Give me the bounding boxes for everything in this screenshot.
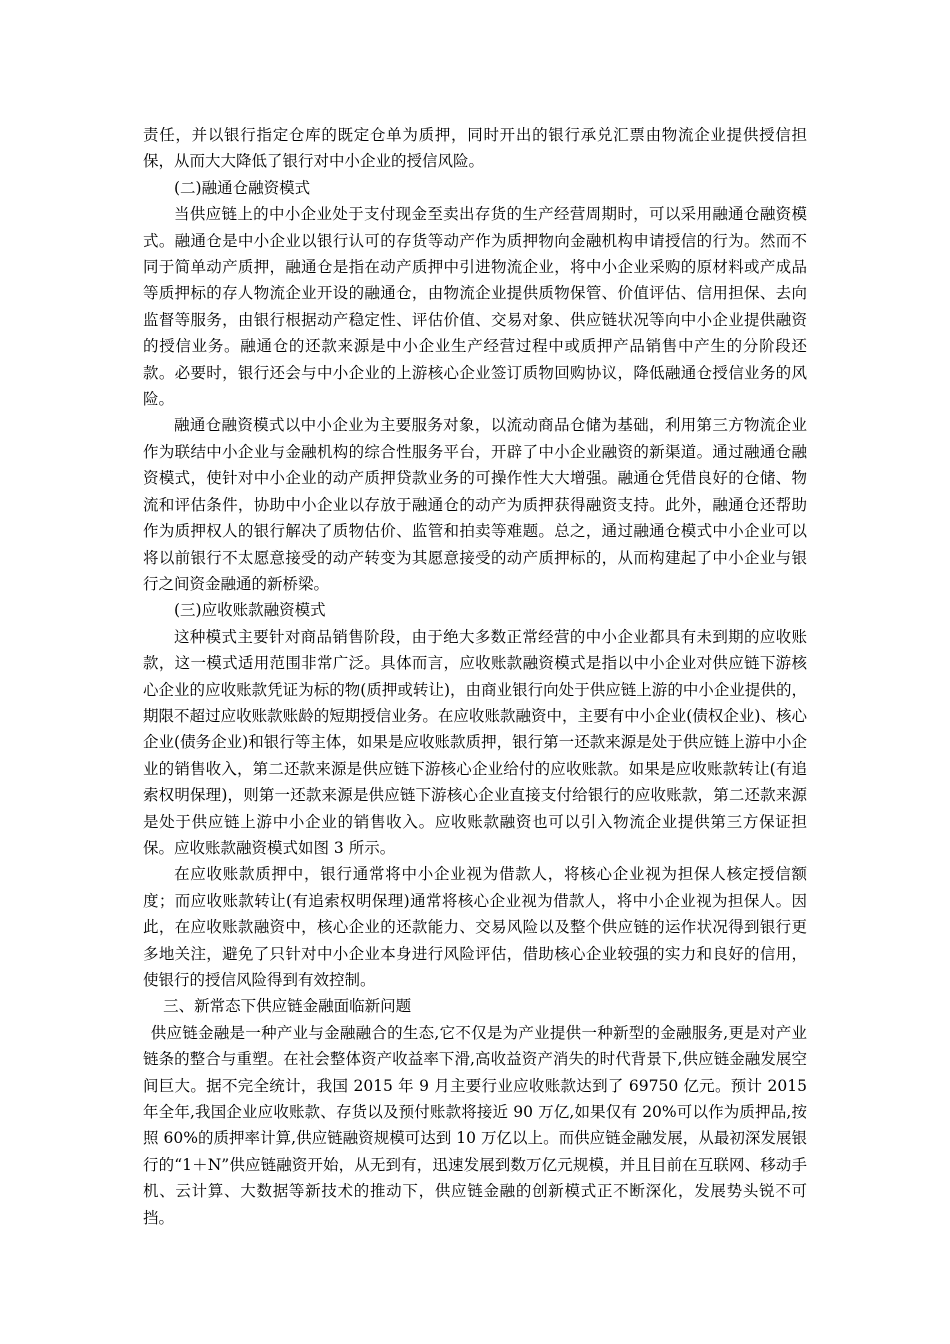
paragraph-warehouse-benefits: 融通仓融资模式以中小企业为主要服务对象，以流动商品仓储为基础，利用第三方物流企业作为联结中小企业与金融机构的综合性服务平台，开辟了中小企业融资的新渠道。通过融通仓融资模式，使针对中小企业的动产质押贷款业务的可操作性大大增强。融通仓凭借良好的仓储、物流和评估条件，协助中小企业以存放于融通仓的动产为质押获得融资支持。此外，融通仓还帮助作为质押权人的银行解决了质物估价、监管和拍卖等难题。总之，通过融通仓模式中小企业可以将以前银行不太愿意接受的动产转变为其愿意接受的动产质押标的，从而构建起了中小企业与银行之间资金融通的新桥梁。 [143,416,807,593]
paragraph-receivables-pledge: 在应收账款质押中，银行通常将中小企业视为借款人，将核心企业视为担保人核定授信额度；而应收账款转让(有追索权明保理)通常将核心企业视为借款人，将中小企业视为担保人。因此，在应收账款融资中，核心企业的还款能力、交易风险以及整个供应链的运作状况得到银行更多地关注，避免了只针对中小企业本身进行风险评估，借助核心企业较强的实力和良好的信用，使银行的授信风险得到有效控制。 [143,865,807,989]
document-body [143,122,807,1231]
paragraph-continuation: 责任，并以银行指定仓库的既定仓单为质押，同时开出的银行承兑汇票由物流企业提供授信担保，从而大大降低了银行对中小企业的授信风险。 [143,126,807,171]
paragraph-supply-chain-finance: 供应链金融是一种产业与金融融合的生态,它不仅是为产业提供一种新型的金融服务,更是对产业链条的整合与重塑。在社会整体资产收益率下滑,高收益资产消失的时代背景下,供应链金融发展空间巨大。据不完全统计，我国 2015 年 9 月主要行业应收账款达到了 69750 亿元。预计 2015 年全年,我国企业应收账款、存货以及预付账款将接近 90 万亿,如果仅有 20%可以作为质押品,按照 60%的质押率计算,供应链融资规模可达到 10 万亿以上。而供应链金融发展，从最初深发展银行的“1＋N”供应链融资开始，从无到有，迅速发展到数万亿元规模，并且目前在互联网、移动手机、云计算、大数据等新技术的推动下，供应链金融的创新模式正不断深化，发展势头锐不可挡。 [143,1023,807,1227]
paragraph-receivables-definition: 这种模式主要针对商品销售阶段，由于绝大多数正常经营的中小企业都具有未到期的应收账款，这一模式适用范围非常广泛。具体而言，应收账款融资模式是指以中小企业对供应链下游核心企业的应收账款凭证为标的物(质押或转让)，由商业银行向处于供应链上游的中小企业提供的，期限不超过应收账款账龄的短期授信业务。在应收账款融资中，主要有中小企业(债权企业)、核心企业(债务企业)和银行等主体，如果是应收账款质押，银行第一还款来源是处于供应链上游中小企业的销售收入，第二还款来源是供应链下游核心企业给付的应收账款。如果是应收账款转让(有追索权明保理)，则第一还款来源是供应链下游核心企业直接支付给银行的应收账款，第二还款来源是处于供应链上游中小企业的销售收入。应收账款融资也可以引入物流企业提供第三方保证担保。应收账款融资模式如图 3 所示。 [143,627,807,857]
section-heading-warehouse-financing: (二)融通仓融资模式 [174,178,311,197]
section-heading-receivables-financing: (三)应收账款融资模式 [174,601,326,620]
section-heading-new-problems: 三、新常态下供应链金融面临新问题 [163,997,412,1016]
paragraph-warehouse-definition: 当供应链上的中小企业处于支付现金至卖出存货的生产经营周期时，可以采用融通仓融资模式。融通仓是中小企业以银行认可的存货等动产作为质押物向金融机构申请授信的行为。然而不同于简单动产质押，融通仓是指在动产质押中引进物流企业，将中小企业采购的原材料或产成品等质押标的存人物流企业开设的融通仓，由物流企业提供质物保管、价值评估、信用担保、去向监督等服务，由银行根据动产稳定性、评估价值、交易对象、供应链状况等向中小企业提供融资的授信业务。融通仓的还款来源是中小企业生产经营过程中或质押产品销售中产生的分阶段还款。必要时，银行还会与中小企业的上游核心企业签订质物回购协议，降低融通仓授信业务的风险。 [143,205,807,409]
